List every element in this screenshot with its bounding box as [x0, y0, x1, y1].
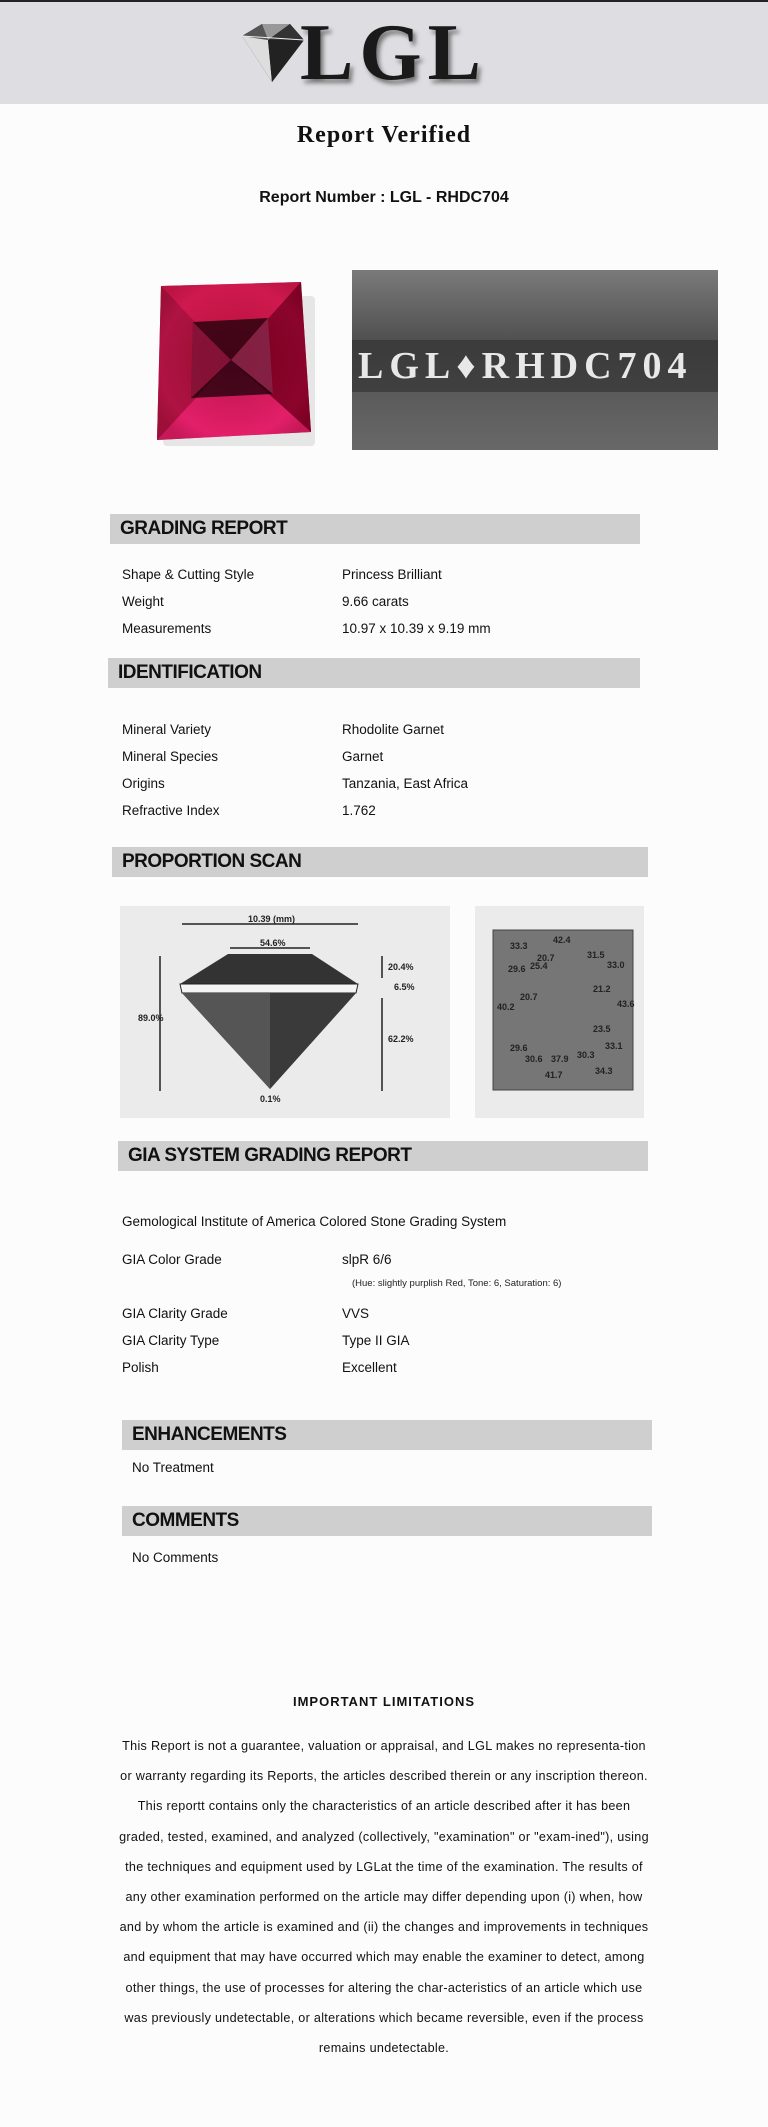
grid-value: 23.5 [593, 1024, 611, 1034]
header [0, 2, 768, 104]
grid-value: 43.6 [617, 999, 635, 1009]
enhancements-text: No Treatment [132, 1460, 214, 1475]
enhancements-heading: ENHANCEMENTS [122, 1420, 652, 1450]
measurements-value: 10.97 x 10.39 x 9.19 mm [342, 621, 491, 636]
gia-color-label: GIA Color Grade [122, 1252, 222, 1267]
grid-value: 34.3 [595, 1066, 613, 1076]
mineral-variety-label: Mineral Variety [122, 722, 212, 737]
grid-value: 33.1 [605, 1041, 623, 1051]
weight-value: 9.66 carats [342, 594, 409, 609]
shape-label: Shape & Cutting Style [122, 567, 255, 582]
gia-clarity-value: VVS [342, 1306, 370, 1321]
identification-heading: IDENTIFICATION [108, 658, 640, 688]
gia-heading: GIA SYSTEM GRADING REPORT [118, 1141, 648, 1171]
comments-text: No Comments [132, 1550, 219, 1565]
gia-clarity-type-value: Type II GIA [342, 1333, 410, 1348]
gia-clarity-label: GIA Clarity Grade [122, 1306, 228, 1321]
origins-value: Tanzania, East Africa [342, 776, 469, 791]
grid-value: 29.6 [508, 964, 526, 974]
grid-value: 31.5 [587, 950, 605, 960]
polish-value: Excellent [342, 1360, 397, 1375]
page-title: Report Verified [296, 122, 472, 148]
gia-color-note: (Hue: slightly purplish Red, Tone: 6, Saturation: 6) [352, 1278, 562, 1289]
grid-value: 40.2 [497, 1002, 515, 1012]
crown-pct: 20.4% [388, 962, 414, 972]
grid-value: 20.7 [520, 992, 538, 1002]
grid-value: 29.6 [510, 1043, 528, 1053]
refractive-index-label: Refractive Index [122, 803, 220, 818]
laser-inscription-photo [352, 270, 718, 450]
depth-pct: 89.0% [138, 1013, 164, 1023]
grid-value: 25.4 [530, 961, 548, 971]
mineral-variety-value: Rhodolite Garnet [342, 722, 445, 737]
shape-value: Princess Brilliant [342, 567, 442, 582]
polish-label: Polish [122, 1360, 159, 1375]
width-label: 10.39 (mm) [248, 914, 296, 924]
comments-heading: COMMENTS [122, 1506, 652, 1536]
table-pct: 54.6% [260, 938, 286, 948]
gia-system-name: Gemological Institute of America Colored Stone Grading System [122, 1214, 507, 1229]
limitations-text: This Report is not a guarantee, valuation or appraisal, and LGL makes no representa-tion or warranty regarding its Reports, the articles described therein or any inscription thereon. This reportt contains only the characteristics of an article described after it has been graded, tested, examined, and analyzed (collectively, "examination" or "exam-ined"), using the techniques and equipment used by LGLat the time of the examination. The results of any other examination performed on the article may differ depending upon (i) when, how and by whom the article is examined and (ii) the changes and improvements in techniques and equipment that may have occurred which may enable the examiner to detect, among other things, the use of processes for altering the char-acteristics of an article which use was previously undetectable, or alterations which became reversible, even if the process remains undetectable. [119, 1739, 649, 2056]
mineral-species-label: Mineral Species [122, 749, 219, 764]
grid-value: 37.9 [551, 1054, 569, 1064]
proportion-scan-heading: PROPORTION SCAN [112, 847, 648, 877]
grid-value: 41.7 [545, 1070, 563, 1080]
refractive-index-value: 1.762 [342, 803, 376, 818]
grid-value: 33.0 [607, 960, 625, 970]
grid-value: 21.2 [593, 984, 611, 994]
proportion-diagram [120, 906, 450, 1118]
mineral-species-value: Garnet [342, 749, 384, 764]
origins-label: Origins [122, 776, 165, 791]
measurements-label: Measurements [122, 621, 212, 636]
grid-value: 20.7 [537, 953, 555, 963]
report-number: Report Number : LGL - RHDC704 [259, 189, 509, 206]
inscription-text: LGL♦RHDC704 [358, 345, 693, 387]
diamond-logo-icon [234, 22, 306, 84]
logo-text: LGL [300, 9, 487, 97]
grid-value: 42.4 [553, 935, 571, 945]
facet-grid-scan [475, 906, 644, 1118]
gemstone-photo [133, 272, 333, 457]
culet-pct: 0.1% [260, 1094, 281, 1104]
grid-value: 30.3 [577, 1050, 595, 1060]
grid-value: 30.6 [525, 1054, 543, 1064]
grid-value: 33.3 [510, 941, 528, 951]
pavilion-pct: 62.2% [388, 1034, 414, 1044]
grading-report-heading: GRADING REPORT [110, 514, 640, 544]
gia-clarity-type-label: GIA Clarity Type [122, 1333, 220, 1348]
girdle-pct: 6.5% [394, 982, 415, 992]
gia-color-value: slpR 6/6 [342, 1252, 392, 1267]
limitations-title: IMPORTANT LIMITATIONS [292, 1694, 476, 1709]
weight-label: Weight [122, 594, 164, 609]
